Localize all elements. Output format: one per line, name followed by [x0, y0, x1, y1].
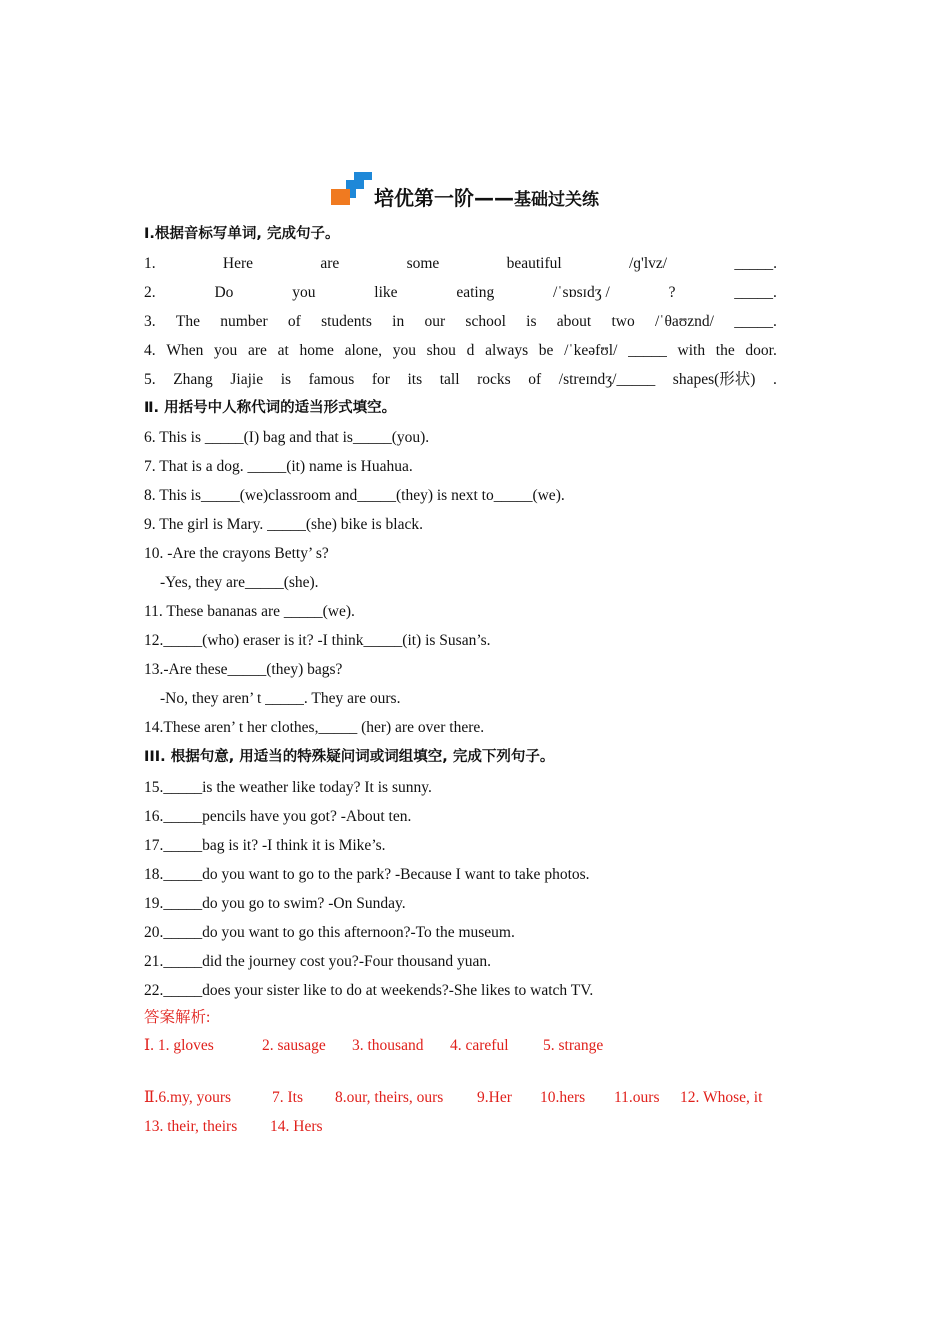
word: Jiajie	[230, 371, 264, 388]
word: at	[277, 342, 289, 359]
word: _____.	[734, 255, 777, 272]
section3-heading: III. 根据句意, 用适当的特殊疑问词或词组填空, 完成下列句子。	[144, 749, 555, 765]
word: is	[280, 371, 292, 388]
question-13-answer-line: -No, they aren’ t _____. They are ours.	[160, 690, 401, 707]
word: its	[407, 371, 423, 388]
page-title	[326, 170, 646, 210]
word: Do	[214, 284, 234, 301]
word: _____	[628, 342, 667, 359]
word: 5.	[144, 371, 156, 388]
word: our	[424, 313, 446, 330]
word: about	[556, 313, 592, 330]
word: you	[292, 284, 316, 301]
word: famous	[308, 371, 355, 388]
answer-5: 5. strange	[543, 1037, 604, 1054]
word: is	[526, 313, 537, 330]
word: are	[320, 255, 340, 272]
title-text: 培优第一阶——基础过关练	[374, 186, 599, 210]
word: d	[466, 342, 475, 359]
question-4	[144, 341, 777, 361]
word: Zhang	[173, 371, 213, 388]
question-10: 10. -Are the crayons Betty’ s?	[144, 545, 329, 562]
word: you	[214, 342, 238, 359]
word: of	[287, 313, 301, 330]
staircase-logo-icon	[328, 172, 374, 206]
answer-13: 13. their, theirs	[144, 1118, 238, 1135]
word: school	[465, 313, 506, 330]
word: ?	[668, 284, 676, 301]
word: like	[374, 284, 398, 301]
question-22: 22._____does your sister like to do at weekends?-She likes to watch TV.	[144, 982, 594, 999]
word: 2.	[144, 284, 156, 301]
question-2	[144, 283, 777, 303]
question-20: 20._____do you want to go this afternoon?-To the museum.	[144, 924, 515, 941]
question-19: 19._____do you go to swim? -On Sunday.	[144, 895, 406, 912]
question-21: 21._____did the journey cost you?-Four thousand yuan.	[144, 953, 491, 970]
word: number	[220, 313, 268, 330]
word: /ˈsɒsɪdʒ /	[553, 284, 610, 301]
word: some	[406, 255, 440, 272]
word: for	[371, 371, 390, 388]
question-5	[144, 370, 777, 390]
word: are	[247, 342, 267, 359]
word: beautiful	[506, 255, 562, 272]
word: When	[166, 342, 204, 359]
word: Here	[222, 255, 254, 272]
answer-12: 12. Whose, it	[680, 1089, 763, 1106]
word: in	[392, 313, 405, 330]
answer-10: 10.hers	[540, 1089, 586, 1106]
answer-7: 7. Its	[272, 1089, 303, 1106]
answer-1: Ⅰ. 1. gloves	[144, 1037, 214, 1054]
word: be	[538, 342, 554, 359]
answer-4: 4. careful	[450, 1037, 509, 1054]
question-18: 18._____do you want to go to the park? -Because I want to take photos.	[144, 866, 590, 883]
section1-heading: Ⅰ.根据音标写单词, 完成句子。	[144, 226, 340, 242]
word: shou	[426, 342, 456, 359]
answer-6: Ⅱ.6.my, yours	[144, 1089, 232, 1106]
question-17: 17._____bag is it? -I think it is Mike’s.	[144, 837, 386, 854]
answer-8: 8.our, theirs, ours	[335, 1089, 444, 1106]
question-9: 9. The girl is Mary. _____(she) bike is black.	[144, 516, 423, 533]
word: with	[677, 342, 706, 359]
answer-14: 14. Hers	[270, 1118, 323, 1135]
answers-label: 答案解析:	[144, 1009, 211, 1026]
word: /ˈθaʊznd/	[654, 313, 714, 330]
answer-11: 11.ours	[614, 1089, 660, 1106]
word: 3.	[144, 313, 156, 330]
word: two	[611, 313, 635, 330]
question-7: 7. That is a dog. _____(it) name is Huahua.	[144, 458, 413, 475]
question-1	[144, 254, 777, 274]
question-12: 12._____(who) eraser is it? -I think_____(it) is Susan’s.	[144, 632, 491, 649]
word: shapes(形状)	[672, 371, 756, 388]
word: tall	[439, 371, 460, 388]
word: always	[485, 342, 529, 359]
word: 4.	[144, 342, 156, 359]
question-15: 15._____is the weather like today? It is sunny.	[144, 779, 432, 796]
word: of	[528, 371, 542, 388]
word: eating	[456, 284, 495, 301]
question-14: 14.These aren’ t her clothes,_____ (her) are over there.	[144, 719, 485, 736]
word: /streɪndʒ/_____	[558, 371, 656, 388]
answer-3: 3. thousand	[352, 1037, 424, 1054]
answer-9: 9.Her	[477, 1089, 512, 1106]
word: home	[299, 342, 334, 359]
word: _____.	[734, 313, 777, 330]
answer-2: 2. sausage	[262, 1037, 326, 1054]
question-6: 6. This is _____(I) bag and that is_____(you).	[144, 429, 430, 446]
word: door.	[745, 342, 777, 359]
question-10-answer-line: -Yes, they are_____(she).	[160, 574, 319, 591]
word: 1.	[144, 255, 156, 272]
question-3	[144, 312, 777, 332]
question-13: 13.-Are these_____(they) bags?	[144, 661, 343, 678]
word: alone,	[344, 342, 383, 359]
word: /ˈkeəfʊl/	[564, 342, 618, 359]
word: The	[175, 313, 200, 330]
word: .	[773, 371, 777, 388]
word: rocks	[477, 371, 511, 388]
section2-heading: Ⅱ. 用括号中人称代词的适当形式填空。	[144, 400, 397, 416]
question-16: 16._____pencils have you got? -About ten.	[144, 808, 412, 825]
word: /ɡ'lvz/	[628, 255, 668, 272]
word: students	[321, 313, 372, 330]
word: _____.	[734, 284, 777, 301]
word: you	[392, 342, 416, 359]
question-8: 8. This is_____(we)classroom and_____(they) is next to_____(we).	[144, 487, 565, 504]
word: the	[715, 342, 735, 359]
question-11: 11. These bananas are _____(we).	[144, 603, 355, 620]
